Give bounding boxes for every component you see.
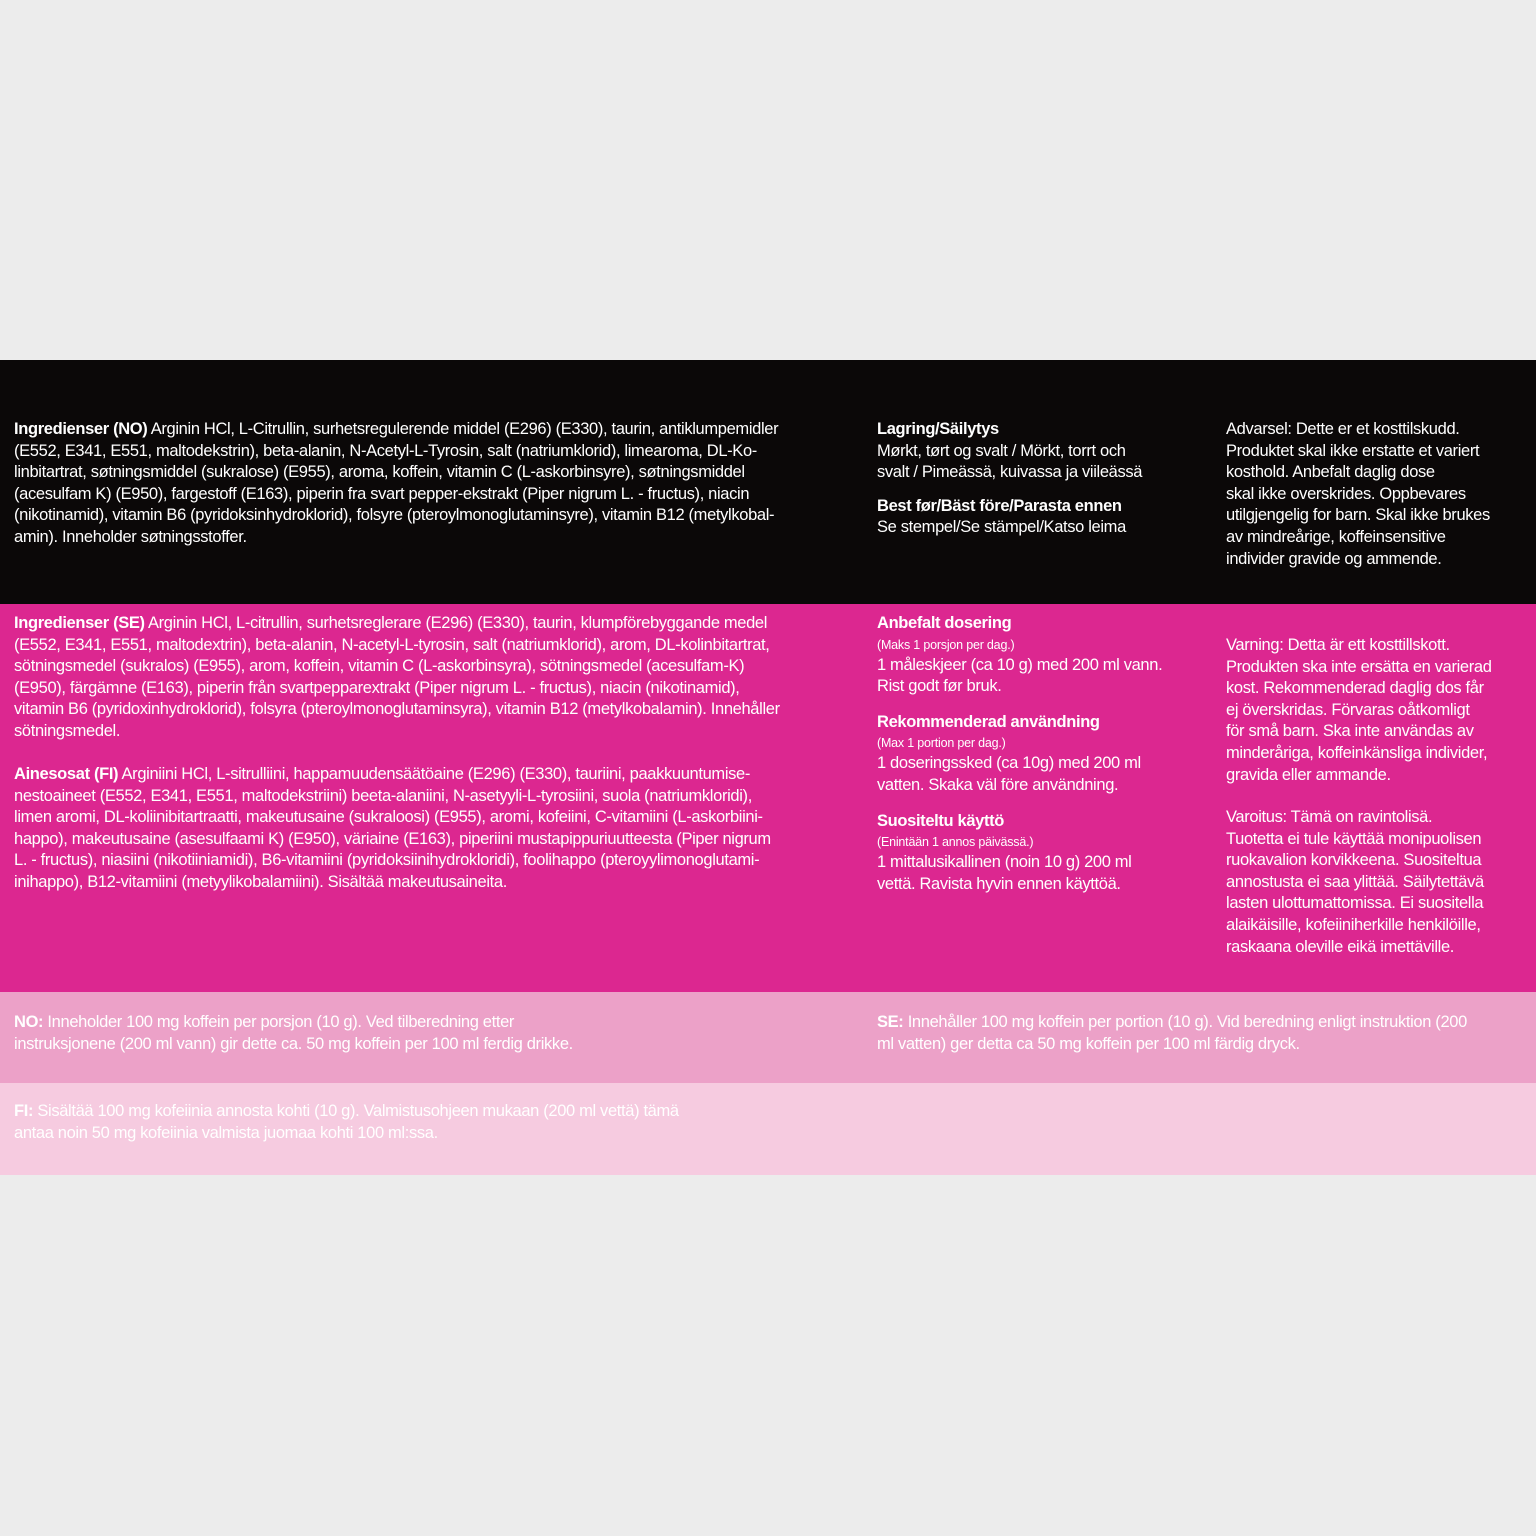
no-caffeine-note [14, 1012, 854, 1055]
no-warning: Advarsel: Dette er et kosttilskudd. Produktet skal ikke erstatte et variert kosthold. Anbefalt daglig dose skal ikke overskrides. Oppbevares utilgjengelig for barn. Skal ikke brukes av mindreårige, koffeinsensitive individer gravide og ammende. [1226, 420, 1490, 568]
fi-ingredients-heading: Ainesosat (FI) [14, 765, 119, 783]
no-dosage-note: (Maks 1 porsjon per dag.) [877, 637, 1015, 652]
se-caffeine-text: Innehåller 100 mg koffein per portion (10 g). Vid beredning enligt instruktion (200 ml vatten) ger detta ca 50 mg koffein per 100 ml färdig dryck. [877, 1013, 1467, 1053]
best-before-heading: Best før/Bäst före/Parasta ennen [877, 496, 1122, 515]
se-caffeine-prefix: SE: [877, 1013, 904, 1031]
se-dosage-heading: Rekommenderad användning [877, 712, 1100, 731]
fi-caffeine-prefix: FI: [14, 1102, 34, 1120]
se-caffeine-note [877, 1012, 1527, 1055]
no-ingredients-heading: Ingredienser (NO) [14, 420, 148, 438]
no-ingredients-text: Arginin HCl, L-Citrullin, surhetsregulerende middel (E296) (E330), taurin, antiklumpemidler (E552, E341, E551, maltodekstrin), beta-alanin, N-Acetyl-L-Tyrosin, salt (natriumklorid), limearoma, DL-Ko- linbitartrat, søtningsmiddel (sukralose) (E955), aroma, koffein, vitamin C (L-askorbinsyre), søtningsmiddel (acesulfam K) (E950), fargestoff (E163), piperin fra svart pepper-ekstrakt (Piper nigrum L. - fructus), niacin (nikotinamid), vitamin B6 (pyridoksinhydroklorid), folsyre (pteroylmonoglutaminsyre), vitamin B12 (metylkobal- amin). Inneholder søtningsstoffer. [14, 420, 779, 546]
best-before-text: Se stempel/Se stämpel/Katso leima [877, 518, 1126, 537]
fi-warning: Varoitus: Tämä on ravintolisä. Tuotetta ei tule käyttää monipuolisen ruokavalion korvikkeena. Suositeltua annostusta ei saa ylittää. Säilytettävä lasten ulottumattomissa. Ei suositella alaikäisille, kofeiiniherkille henkilöille, raskaana oleville eikä imettäville. [1226, 808, 1484, 956]
fi-dosage-text: 1 mittalusikallinen (noin 10 g) 200 ml vettä. Ravista hyvin ennen käyttöä. [877, 853, 1132, 893]
no-caffeine-prefix: NO: [14, 1013, 44, 1031]
se-dosage-note: (Max 1 portion per dag.) [877, 736, 1006, 751]
no-caffeine-text: Inneholder 100 mg koffein per porsjon (10 g). Ved tilberedning etter instruksjonene (200 ml vann) gir dette ca. 50 mg koffein per 100 ml ferdig drikke. [14, 1013, 573, 1053]
fi-caffeine-note [14, 1101, 854, 1144]
fi-dosage-note: (Enintään 1 annos päivässä.) [877, 835, 1034, 850]
se-dosage-text: 1 doseringssked (ca 10g) med 200 ml vatten. Skaka väl före användning. [877, 754, 1141, 794]
supplement-label [0, 360, 1536, 1175]
se-warning: Varning: Detta är ett kosttillskott. Produkten ska inte ersätta en varierad kost. Rekommenderad daglig dos får ej överskridas. Förvaras oåtkomligt för små barn. Ska inte användas av minderåriga, koffeinkänsliga individer, gravida eller ammande. [1226, 636, 1492, 784]
no-ingredients [14, 419, 854, 549]
storage-block [877, 419, 1197, 539]
se-ingredients [14, 613, 854, 743]
fi-caffeine-text: Sisältää 100 mg kofeiinia annosta kohti (10 g). Valmistusohjeen mukaan (200 ml vettä) tämä antaa noin 50 mg kofeiinia valmista juomaa kohti 100 ml:ssa. [14, 1102, 679, 1142]
no-dosage-text: 1 måleskjeer (ca 10 g) med 200 ml vann. Rist godt før bruk. [877, 655, 1163, 696]
dosage-block [877, 613, 1217, 895]
fi-dosage-heading: Suositeltu käyttö [877, 811, 1004, 830]
storage-text: Mørkt, tørt og svalt / Mörkt, torrt och svalt / Pimeässä, kuivassa ja viileässä [877, 441, 1143, 482]
no-dosage-heading: Anbefalt dosering [877, 614, 1012, 632]
fi-ingredients [14, 764, 854, 894]
se-ingredients-text: Arginin HCl, L-citrullin, surhetsreglerare (E296) (E330), taurin, klumpförebyggande medel (E552, E341, E551, maltodextrin), beta-alanin, N-acetyl-L-tyrosin, salt (natriumklorid), arom, DL-kolinbitartrat, sötningsmedel (sukralos) (E955), arom, koffein, vitamin C (L-askorbinsyra), sötningsmedel (acesulfam-K) (E950), färgämne (E163), piperin från svartpepparextrakt (Piper nigrum L. - fructus), niacin (nikotinamid), vitamin B6 (pyridoxinhydroklorid), folsyra (pteroylmonoglutaminsyra), vitamin B12 (metylkobalamin). Innehåller sötningsmedel. [14, 614, 780, 740]
se-ingredients-heading: Ingredienser (SE) [14, 614, 145, 632]
storage-heading: Lagring/Säilytys [877, 420, 999, 438]
fi-ingredients-text: Arginiini HCl, L-sitrulliini, happamuudensäätöaine (E296) (E330), tauriini, paakkuuntumise- nestoaineet (E552, E341, E551, maltodekstriini) beeta-alaniini, N-asetyyli-L-tyrosiini, suola (natriumkloridi), limen aromi, DL-koliinibitartraatti, makeutusaine (sukraloosi) (E955), aromi, kofeiini, C-vitamiini (L-askorbiini- happo), makeutusaine (asesulfaami K) (E950), väriaine (E163), piperiini mustapippuriuutteesta (Piper nigrum L. - fructus), niasiini (nikotiiniamidi), B6-vitamiini (pyridoksiinihydrokloridi), foolihappo (pteroyylimonoglutami- inihappo), B12-vitamiini (metyylikobalamiini). Sisältää makeutusaineita. [14, 765, 771, 891]
